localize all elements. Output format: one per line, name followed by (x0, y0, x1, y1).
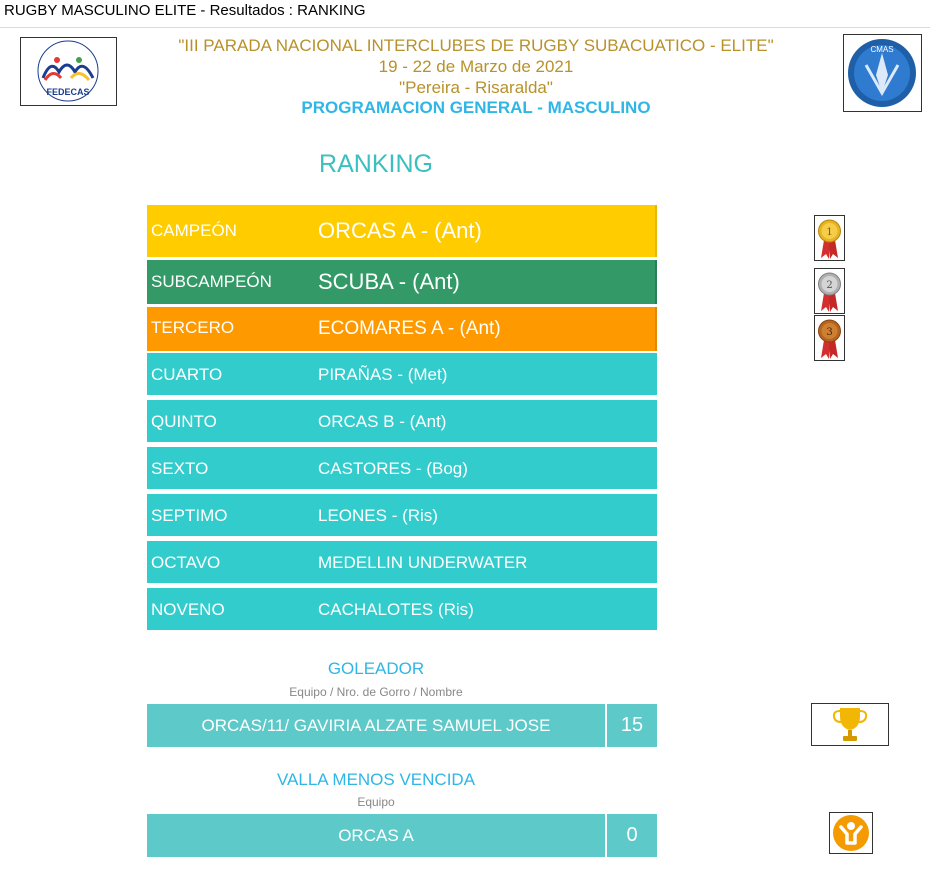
medal-number: 1 (826, 227, 833, 238)
trophy-icon (811, 703, 889, 746)
event-title: "III PARADA NACIONAL INTERCLUBES DE RUGBY SUBACUATICO - ELITE" (178, 36, 774, 55)
ranking-team: PIRAÑAS - (Met) (318, 365, 448, 384)
defense-subtitle: Equipo (357, 795, 395, 809)
gold-medal-icon (814, 215, 845, 261)
ranking-row (147, 541, 657, 585)
scorer-row (147, 704, 657, 747)
program-title: PROGRAMACION GENERAL - MASCULINO (301, 98, 651, 117)
medal-number: 2 (826, 280, 833, 291)
defense-goals-against: 0 (607, 814, 657, 857)
silver-medal-icon (814, 268, 845, 314)
ranking-position: OCTAVO (151, 553, 221, 572)
cmas-logo-text: CMAS (870, 45, 894, 54)
fedecas-logo-text: FEDECAS (46, 87, 90, 97)
medal-number: 3 (826, 327, 833, 338)
ranking-row (147, 353, 657, 397)
ranking-row (147, 307, 657, 351)
defense-team: ORCAS A (147, 814, 605, 857)
page-title-bar (0, 0, 930, 28)
ranking-position: NOVENO (151, 600, 225, 619)
ranking-title: RANKING (319, 150, 433, 178)
ranking-row (147, 400, 657, 444)
event-dates: 19 - 22 de Marzo de 2021 (378, 57, 574, 76)
fedecas-logo (20, 37, 117, 106)
ranking-position: CUARTO (151, 365, 223, 384)
ranking-row (147, 260, 657, 304)
goalkeeper-icon (829, 812, 873, 854)
ranking-position: CAMPEÓN (151, 221, 237, 240)
ranking-position: TERCERO (151, 318, 235, 337)
ranking-row (147, 205, 657, 257)
ranking-team: ORCAS B - (Ant) (318, 412, 447, 431)
defense-row (147, 814, 657, 857)
ranking-team: ECOMARES A - (Ant) (318, 318, 501, 339)
scorer-title: GOLEADOR (327, 659, 425, 678)
ranking-team: MEDELLIN UNDERWATER (318, 553, 528, 572)
bronze-medal-icon (814, 315, 845, 361)
page-title: RUGBY MASCULINO ELITE - Resultados : RANKING (4, 2, 366, 19)
ranking-position: SEXTO (151, 459, 209, 478)
ranking-row (147, 494, 657, 538)
ranking-position: QUINTO (151, 412, 217, 431)
ranking-team: LEONES - (Ris) (318, 506, 438, 525)
scorer-name: ORCAS/11/ GAVIRIA ALZATE SAMUEL JOSE (147, 704, 605, 747)
scorer-goals: 15 (607, 704, 657, 747)
ranking-team: ORCAS A - (Ant) (318, 218, 482, 243)
ranking-team: CACHALOTES (Ris) (318, 600, 474, 619)
ranking-row (147, 447, 657, 491)
ranking-position: SEPTIMO (151, 506, 228, 525)
cmas-logo (843, 34, 922, 112)
defense-title: VALLA MENOS VENCIDA (276, 770, 476, 789)
ranking-team: SCUBA - (Ant) (318, 269, 460, 294)
ranking-team: CASTORES - (Bog) (318, 459, 468, 478)
ranking-position: SUBCAMPEÓN (151, 272, 272, 291)
scorer-subtitle: Equipo / Nro. de Gorro / Nombre (289, 685, 463, 699)
event-location: "Pereira - Risaralda" (399, 78, 553, 97)
ranking-row (147, 588, 657, 632)
